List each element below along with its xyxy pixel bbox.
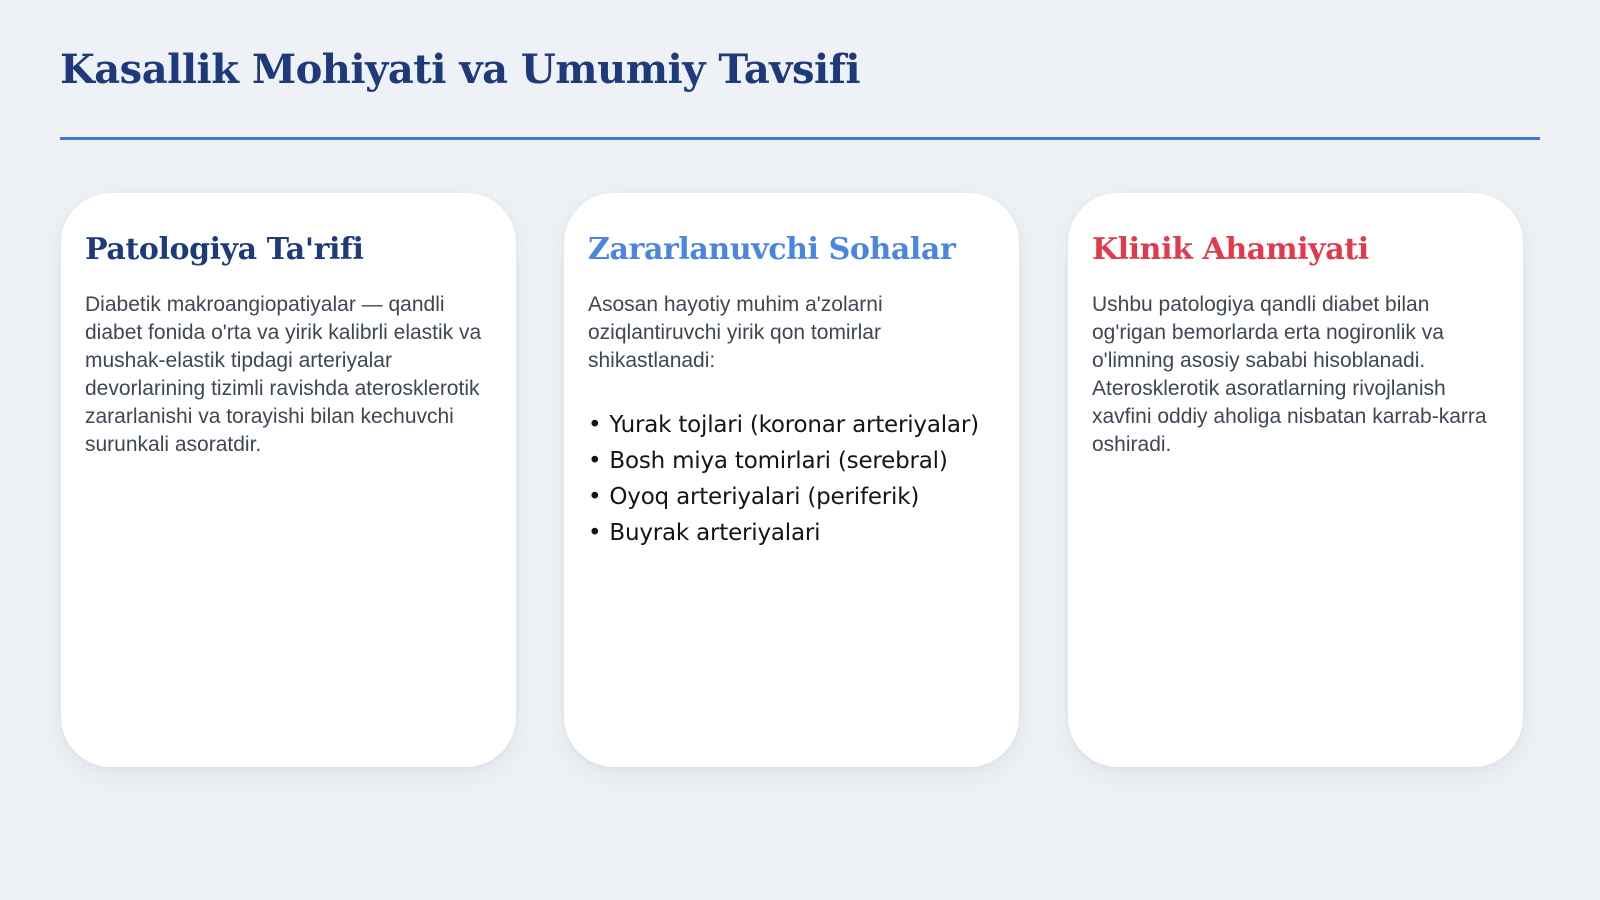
list-item-label: Yurak tojlari (koronar arteriyalar) xyxy=(609,411,979,438)
list-item-label: Oyoq arteriyalari (periferik) xyxy=(609,483,920,510)
list-item-label: Bosh miya tomirlari (serebral) xyxy=(609,447,948,474)
card-title: Zararlanuvchi Sohalar xyxy=(588,232,956,267)
bullet-icon: • xyxy=(588,483,602,510)
page-title: Kasallik Mohiyati va Umumiy Tavsifi xyxy=(60,46,861,93)
card-pathology-definition xyxy=(61,193,516,767)
affected-areas-list xyxy=(588,407,995,551)
card-text: Diabetik makroangiopatiyalar — qandli diabet fonida o'rta va yirik kalibrli elastik va mushak-elastik tipdagi arteriyalar devorlarining tizimli ravishda aterosklerotik zararlanishi va torayishi bilan kechuvchi surunkali asoratdir. xyxy=(85,292,482,456)
card-affected-areas xyxy=(564,193,1019,767)
bullet-icon: • xyxy=(588,519,602,546)
card-text: Ushbu patologiya qandli diabet bilan og'rigan bemorlarda erta nogironlik va o'limning asosiy sababi hisoblanadi. Aterosklerotik asoratlarning rivojlanish xavfini oddiy aholiga nisbatan karrab-karra oshiradi. xyxy=(1092,292,1487,456)
list-item xyxy=(588,515,995,551)
title-divider xyxy=(60,137,1540,140)
list-item xyxy=(588,479,995,515)
bullet-icon: • xyxy=(588,411,602,438)
list-item xyxy=(588,443,995,479)
card-title: Klinik Ahamiyati xyxy=(1092,232,1369,267)
list-item-label: Buyrak arteriyalari xyxy=(609,519,821,546)
card-title: Patologiya Ta'rifi xyxy=(85,232,364,267)
list-item xyxy=(588,407,995,443)
card-text: Asosan hayotiy muhim a'zolarni oziqlantiruvchi yirik qon tomirlar shikastlanadi: xyxy=(588,292,883,372)
bullet-icon: • xyxy=(588,447,602,474)
card-clinical-significance xyxy=(1068,193,1523,767)
